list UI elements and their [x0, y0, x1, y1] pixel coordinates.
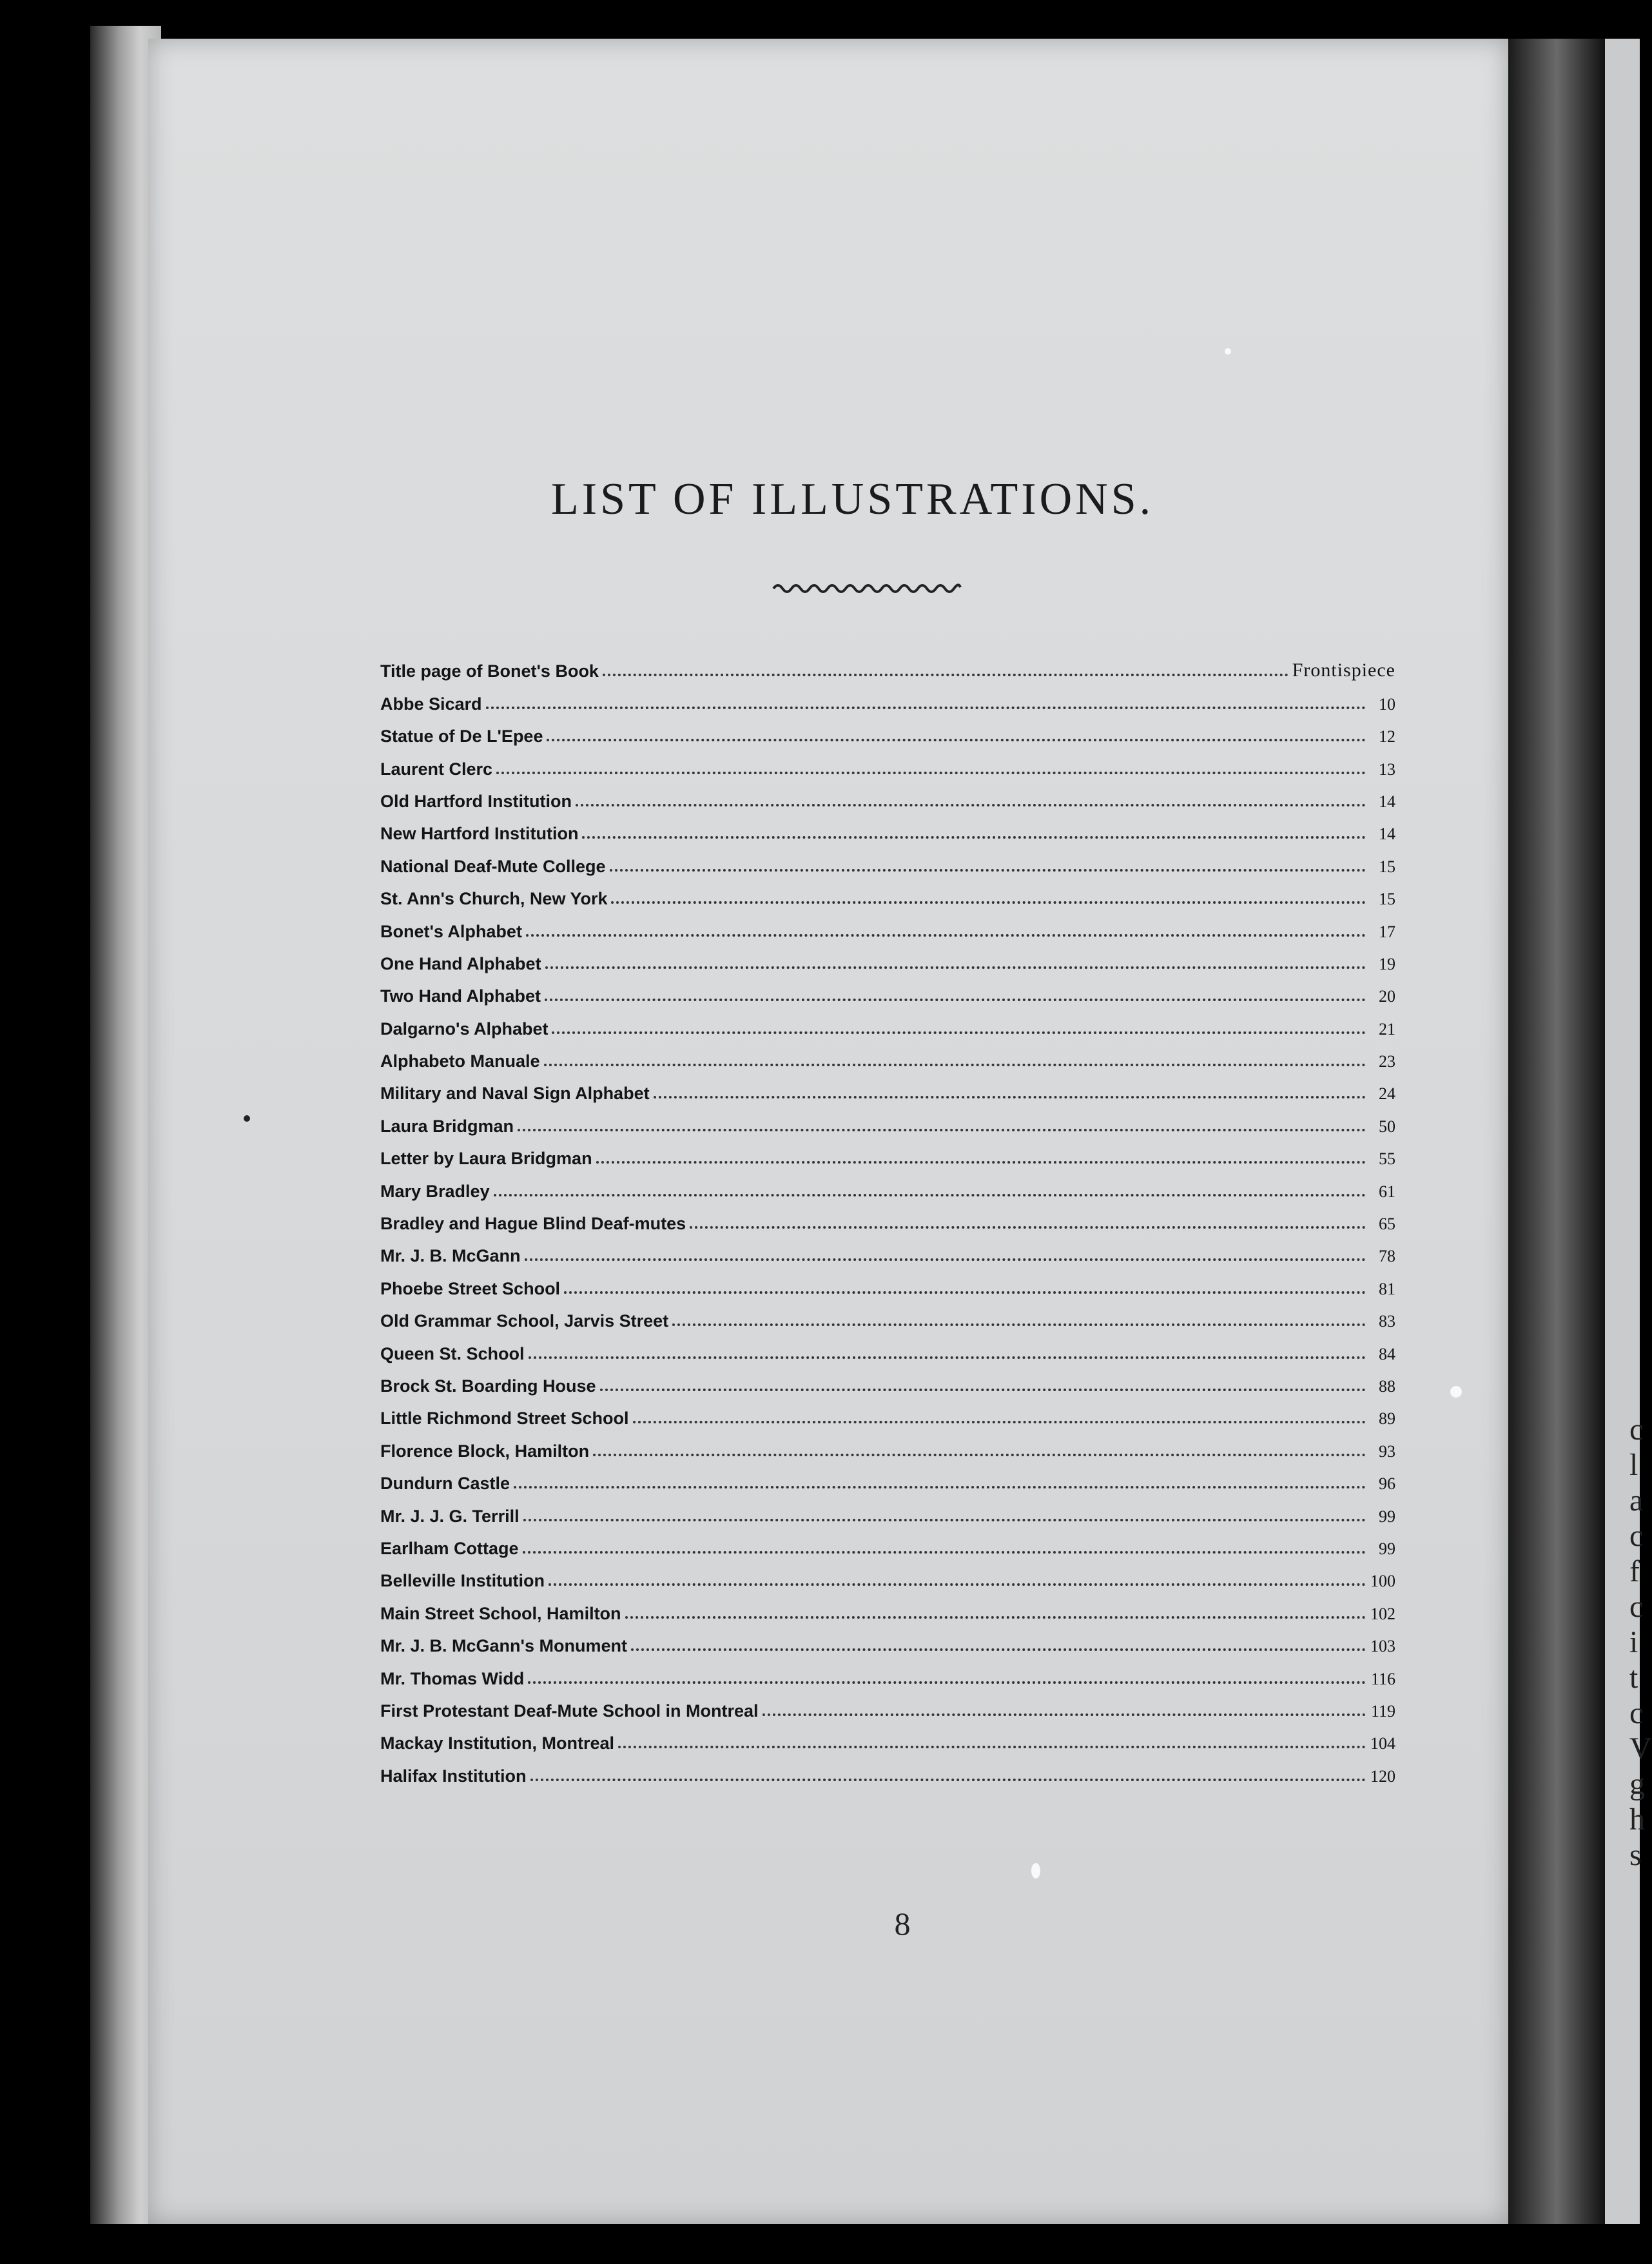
facing-page-letter: l	[1629, 1448, 1638, 1482]
toc-entry	[380, 1298, 1395, 1330]
dot-leader	[625, 1616, 1366, 1619]
toc-entry-page: 55	[1379, 1149, 1395, 1169]
toc-entry	[380, 810, 1395, 843]
toc-entry-label: Brock St. Boarding House	[380, 1376, 596, 1396]
facing-page-letter: t	[1629, 1661, 1638, 1695]
page-title: LIST OF ILLUSTRATIONS.	[551, 474, 1154, 524]
toc-entry	[380, 843, 1395, 875]
toc-entry	[380, 1200, 1395, 1233]
toc-entry	[380, 1102, 1395, 1135]
toc-entry	[380, 1363, 1395, 1395]
toc-entry-page: 100	[1370, 1572, 1395, 1591]
dot-leader	[525, 1258, 1366, 1261]
dot-leader	[496, 772, 1366, 774]
illustrations-list	[380, 648, 1395, 1785]
toc-entry-page: 84	[1379, 1344, 1395, 1363]
toc-entry-page: 15	[1379, 890, 1395, 909]
toc-entry	[380, 1135, 1395, 1167]
toc-entry	[380, 1752, 1395, 1784]
toc-entry-page: Frontispiece	[1292, 659, 1395, 681]
facing-page-letter: g	[1629, 1767, 1645, 1801]
toc-entry	[380, 1005, 1395, 1037]
toc-entry-label: Belleville Institution	[380, 1571, 545, 1591]
toc-entry-page: 21	[1379, 1019, 1395, 1039]
toc-entry-label: Phoebe Street School	[380, 1278, 561, 1298]
toc-entry-label: Main Street School, Hamilton	[380, 1603, 621, 1623]
toc-entry-label: Mackay Institution, Montreal	[380, 1733, 615, 1753]
dot-leader	[547, 739, 1366, 741]
toc-entry-label: Dundurn Castle	[380, 1474, 510, 1494]
toc-entry	[380, 908, 1395, 940]
dot-leader	[523, 1551, 1366, 1554]
toc-entry	[380, 1492, 1395, 1525]
toc-entry	[380, 1038, 1395, 1070]
toc-entry-page: 116	[1370, 1669, 1395, 1688]
dot-leader	[544, 1064, 1366, 1066]
toc-entry	[380, 1427, 1395, 1459]
toc-entry-label: Two Hand Alphabet	[380, 986, 541, 1006]
toc-entry	[380, 1070, 1395, 1102]
toc-entry-page: 102	[1370, 1604, 1395, 1623]
toc-entry-page: 65	[1379, 1215, 1395, 1234]
facing-page-letter: h	[1629, 1802, 1645, 1837]
toc-entry-page: 20	[1379, 987, 1395, 1006]
toc-entry-page: 14	[1379, 792, 1395, 811]
toc-entry-label: National Deaf-Mute College	[380, 856, 606, 876]
dot-leader	[518, 1129, 1366, 1131]
toc-entry-page: 10	[1379, 694, 1395, 714]
toc-entry	[380, 1265, 1395, 1297]
toc-entry	[380, 1167, 1395, 1200]
dot-leader	[763, 1713, 1366, 1716]
toc-entry	[380, 1655, 1395, 1687]
toc-entry-label: Laurent Clerc	[380, 759, 493, 779]
dot-leader	[618, 1746, 1366, 1748]
toc-entry-label: Letter by Laura Bridgman	[380, 1149, 592, 1169]
toc-entry	[380, 1525, 1395, 1557]
facing-page-letter: s	[1629, 1838, 1642, 1872]
facing-page-letter: f	[1629, 1554, 1640, 1588]
toc-entry-page: 103	[1370, 1637, 1395, 1656]
toc-entry	[380, 1460, 1395, 1492]
toc-entry-label: New Hartford Institution	[380, 824, 579, 844]
toc-entry-page: 104	[1370, 1734, 1395, 1753]
paper-speck	[1450, 1386, 1462, 1398]
toc-entry-page: 78	[1379, 1247, 1395, 1266]
dot-leader	[600, 1389, 1366, 1391]
toc-entry-label: Bonet's Alphabet	[380, 921, 522, 941]
toc-entry-label: Queen St. School	[380, 1343, 525, 1363]
dot-leader	[611, 901, 1366, 904]
toc-entry	[380, 1395, 1395, 1427]
toc-entry-label: One Hand Alphabet	[380, 953, 541, 973]
dot-leader	[552, 1031, 1366, 1034]
toc-entry-page: 81	[1379, 1279, 1395, 1298]
toc-entry	[380, 1590, 1395, 1622]
toc-entry-page: 93	[1379, 1441, 1395, 1461]
dot-leader	[672, 1323, 1366, 1326]
toc-entry-label: Alphabeto Manuale	[380, 1051, 540, 1071]
toc-entry	[380, 1623, 1395, 1655]
book-gutter	[1508, 39, 1605, 2224]
dot-leader	[494, 1194, 1366, 1196]
dot-leader	[545, 999, 1366, 1001]
dot-leader	[603, 674, 1288, 676]
facing-page-edge	[1605, 39, 1640, 2224]
toc-entry-label: Statue of De L'Epee	[380, 727, 543, 747]
toc-entry-page: 119	[1370, 1701, 1395, 1721]
toc-entry-label: Earlham Cottage	[380, 1538, 519, 1558]
facing-page-letter: c	[1629, 1519, 1644, 1553]
dot-leader	[633, 1421, 1366, 1423]
dot-leader	[523, 1519, 1366, 1521]
dot-leader	[545, 966, 1366, 969]
paper-speck	[1225, 348, 1231, 355]
toc-entry-label: Little Richmond Street School	[380, 1409, 629, 1429]
toc-entry	[380, 1330, 1395, 1362]
dot-leader	[576, 804, 1366, 806]
toc-entry-page: 88	[1379, 1376, 1395, 1396]
dot-leader	[690, 1226, 1366, 1229]
dot-leader	[529, 1356, 1366, 1359]
toc-entry-label: Halifax Institution	[380, 1766, 527, 1786]
dot-leader	[610, 869, 1366, 872]
toc-entry-page: 96	[1379, 1474, 1395, 1494]
facing-page-letter: V	[1629, 1732, 1652, 1766]
toc-entry-label: Old Hartford Institution	[380, 791, 572, 811]
dot-leader	[582, 836, 1366, 839]
toc-entry-page: 13	[1379, 759, 1395, 779]
toc-entry-page: 99	[1379, 1507, 1395, 1526]
toc-entry-page: 83	[1379, 1312, 1395, 1331]
toc-entry-label: Mr. J. J. G. Terrill	[380, 1506, 520, 1526]
toc-entry	[380, 1688, 1395, 1720]
toc-entry-label: Laura Bridgman	[380, 1116, 514, 1136]
dot-leader	[596, 1161, 1366, 1164]
toc-entry-page: 12	[1379, 727, 1395, 747]
toc-entry-label: Old Grammar School, Jarvis Street	[380, 1311, 669, 1331]
toc-entry-label: Title page of Bonet's Book	[380, 661, 599, 681]
dot-leader	[526, 934, 1366, 937]
dot-leader	[530, 1779, 1366, 1781]
toc-entry-page: 14	[1379, 825, 1395, 844]
toc-entry	[380, 745, 1395, 777]
toc-entry-label: St. Ann's Church, New York	[380, 889, 608, 909]
facing-page-letter: c	[1629, 1412, 1644, 1447]
toc-entry	[380, 1233, 1395, 1265]
toc-entry-page: 15	[1379, 857, 1395, 876]
toc-entry	[380, 1557, 1395, 1590]
toc-entry-page: 120	[1370, 1766, 1395, 1786]
page-number: 8	[894, 1906, 911, 1942]
dot-leader	[593, 1454, 1366, 1456]
toc-entry-page: 89	[1379, 1409, 1395, 1429]
dot-leader	[654, 1096, 1366, 1098]
toc-entry-label: First Protestant Deaf-Mute School in Montreal	[380, 1701, 759, 1721]
paper-speck	[1031, 1863, 1040, 1879]
toc-entry-label: Abbe Sicard	[380, 694, 482, 714]
toc-entry-label: Mr. J. B. McGann	[380, 1246, 521, 1266]
dot-leader	[564, 1291, 1366, 1294]
toc-entry	[380, 1720, 1395, 1752]
facing-page-letter: c	[1629, 1590, 1644, 1624]
toc-entry	[380, 875, 1395, 908]
wavy-rule-ornament	[773, 577, 960, 596]
toc-entry	[380, 648, 1395, 680]
toc-entry-page: 61	[1379, 1182, 1395, 1201]
toc-entry-page: 24	[1379, 1084, 1395, 1104]
toc-entry-page: 17	[1379, 922, 1395, 941]
toc-entry-label: Mary Bradley	[380, 1181, 490, 1201]
toc-entry-page: 50	[1379, 1117, 1395, 1136]
toc-entry	[380, 680, 1395, 712]
facing-page-letter: c	[1629, 1696, 1644, 1730]
ink-dot	[244, 1115, 250, 1122]
facing-page-letter: a	[1629, 1483, 1644, 1517]
dot-leader	[514, 1486, 1366, 1488]
toc-entry	[380, 778, 1395, 810]
toc-entry-label: Bradley and Hague Blind Deaf-mutes	[380, 1214, 686, 1234]
toc-entry-label: Mr. J. B. McGann's Monument	[380, 1636, 627, 1656]
dot-leader	[549, 1583, 1366, 1586]
dot-leader	[631, 1648, 1366, 1651]
dot-leader	[486, 707, 1366, 709]
toc-entry-page: 19	[1379, 954, 1395, 973]
toc-entry	[380, 941, 1395, 973]
toc-entry	[380, 973, 1395, 1005]
toc-entry	[380, 713, 1395, 745]
facing-page-letter: i	[1629, 1625, 1638, 1659]
toc-entry-label: Military and Naval Sign Alphabet	[380, 1084, 650, 1104]
dot-leader	[528, 1681, 1366, 1684]
toc-entry-page: 23	[1379, 1052, 1395, 1071]
toc-entry-label: Florence Block, Hamilton	[380, 1441, 590, 1461]
toc-entry-label: Dalgarno's Alphabet	[380, 1019, 549, 1039]
toc-entry-label: Mr. Thomas Widd	[380, 1668, 525, 1688]
toc-entry-page: 99	[1379, 1539, 1395, 1558]
